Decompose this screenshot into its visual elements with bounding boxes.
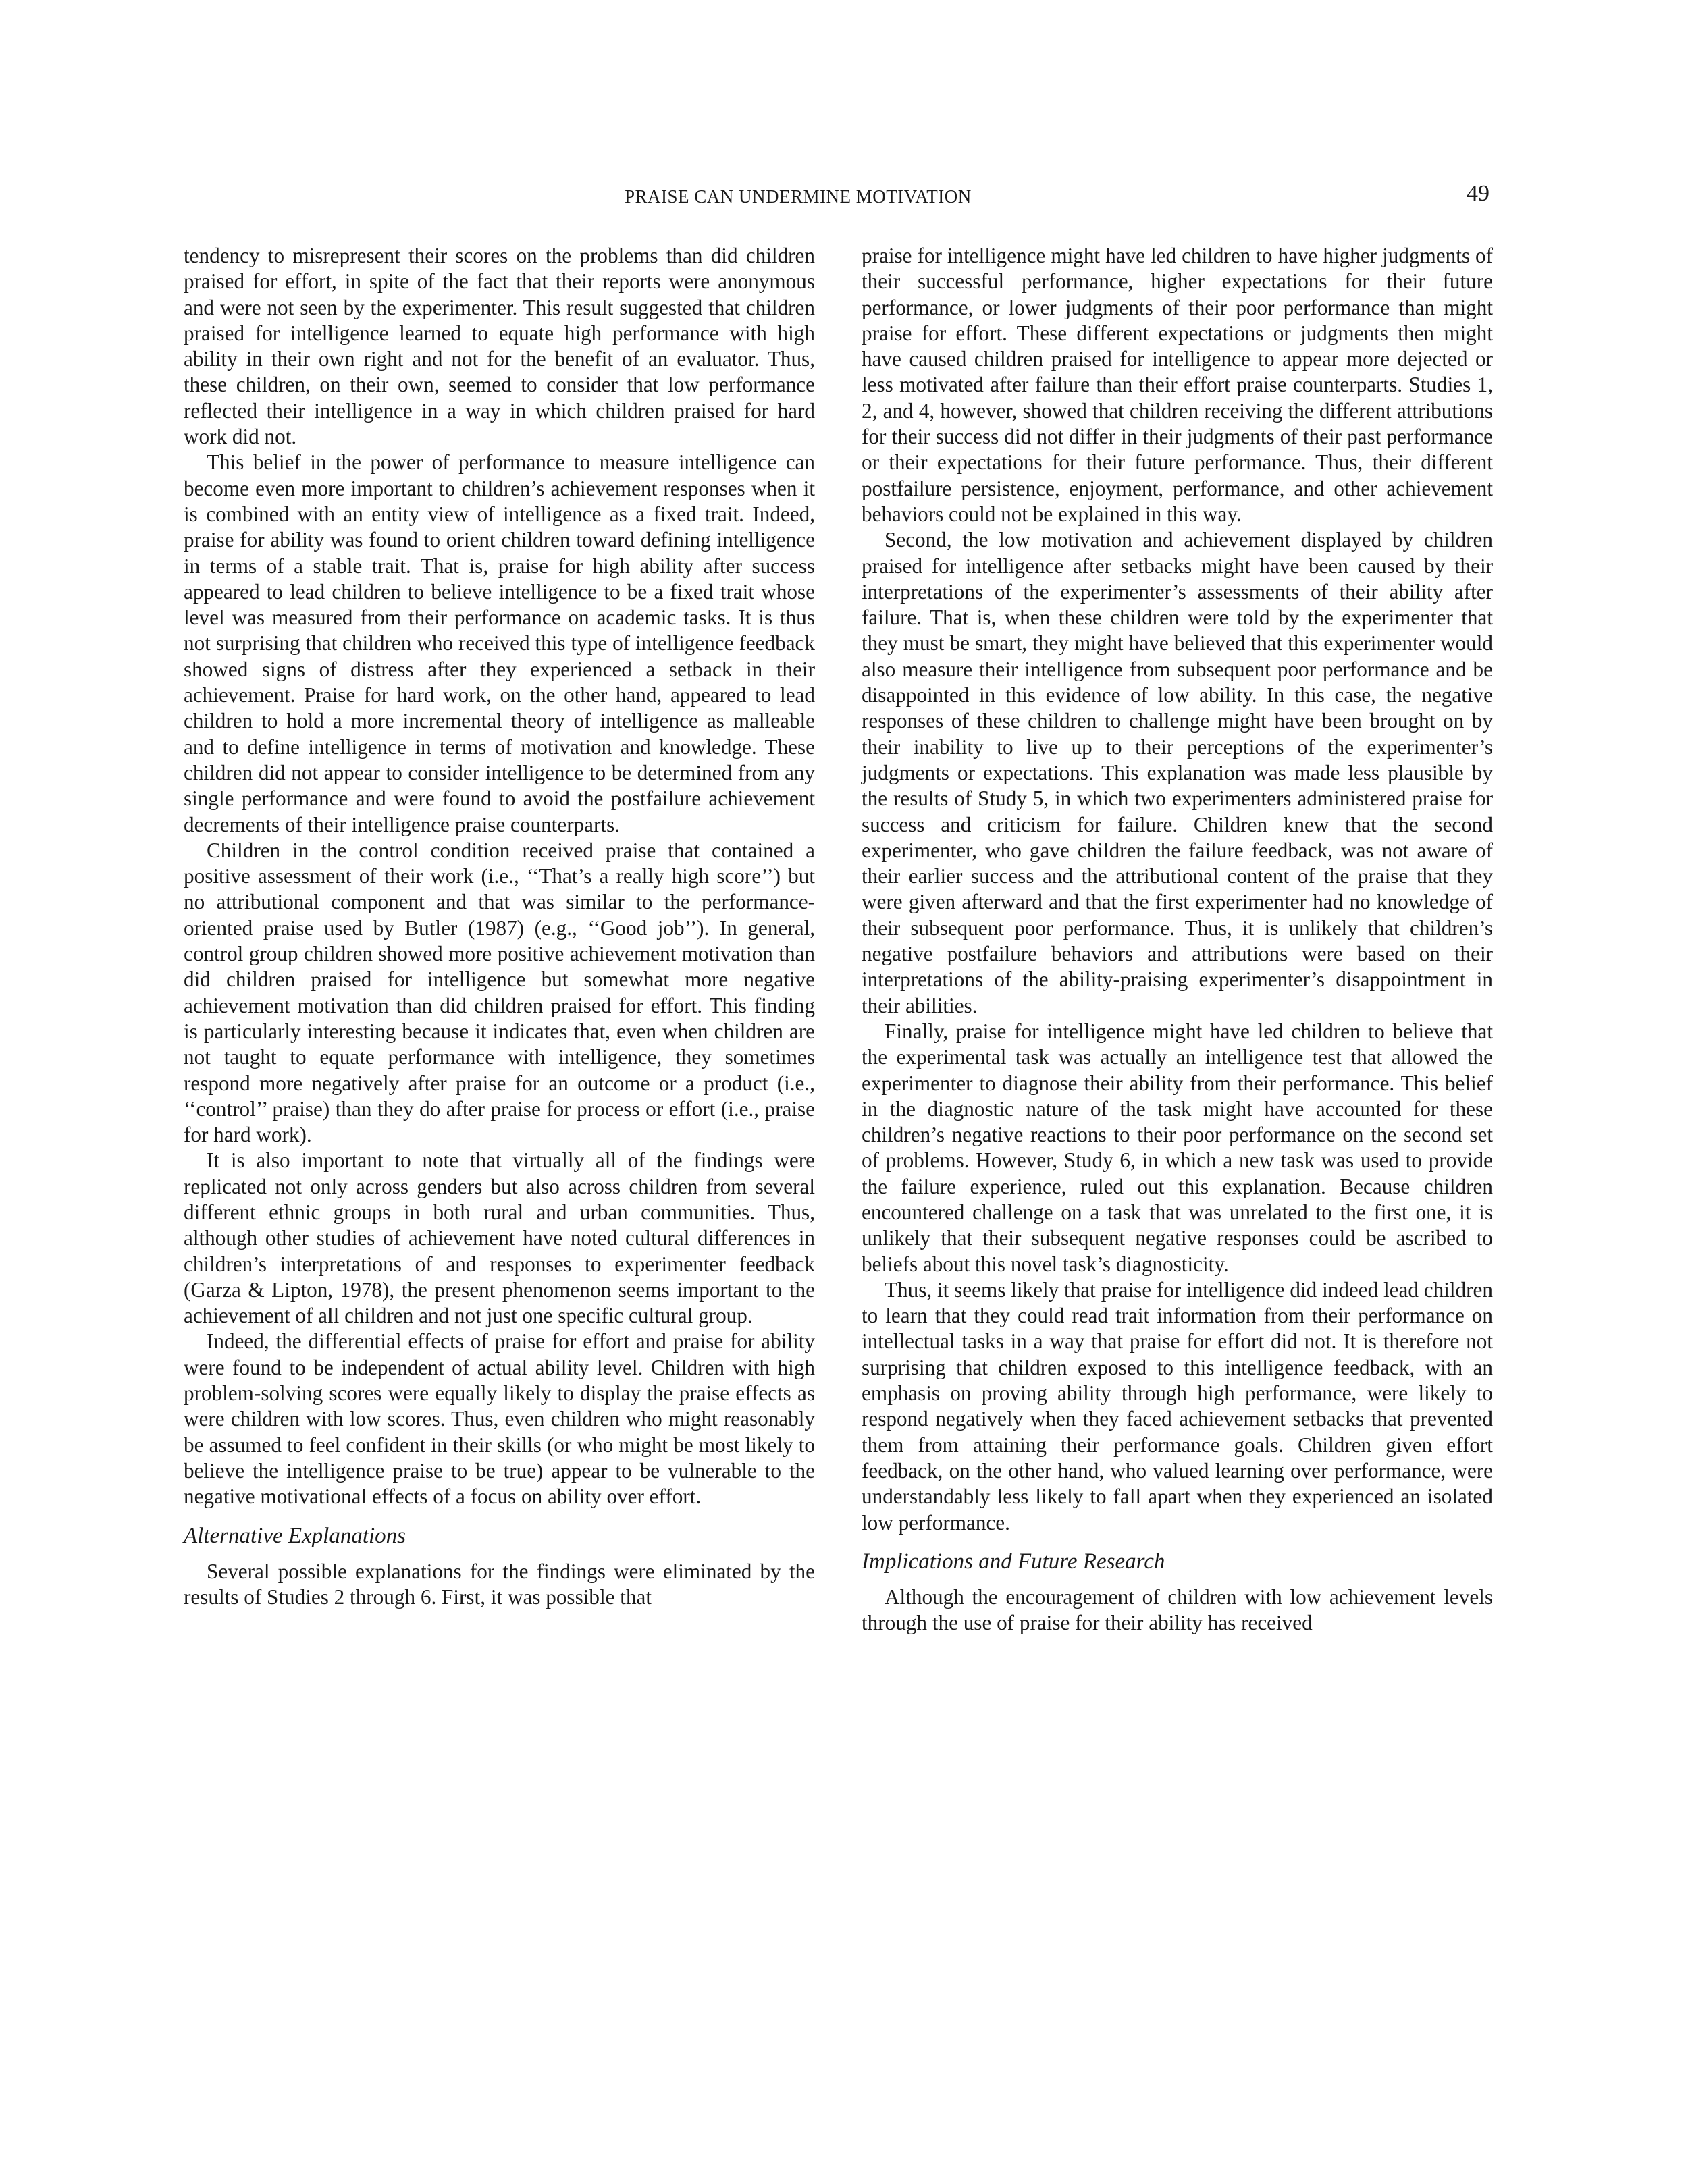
page-number: 49	[1467, 181, 1489, 206]
paragraph: Finally, praise for intelligence might have led children to believe that the experimental task was actually an intelligence test that allowed the experimenter to diagnose their ability from their performance. This belief in the diagnostic nature of the task might have accounted for these children’s negative reactions to their poor performance on the second set of problems. However, Study 6, in which a new task was used to provide the failure experience, ruled out this explanation. Because children encountered challenge on a task that was unrelated to the first one, it is unlikely that their subsequent negative responses could be ascribed to beliefs about this novel task’s diagnosticity.	[862, 1019, 1493, 1276]
left-column	[184, 243, 815, 1610]
paragraph: Second, the low motivation and achievement displayed by children praised for intelligence after setbacks might have been caused by their interpretations of the experimenter’s assessments of their ability after failure. That is, when these children were told by the experimenter that they must be smart, they might have believed that this experimenter would also measure their intelligence from subsequent poor performance and be disappointed in this evidence of low ability. In this case, the negative responses of these children to challenge might have been brought on by their inability to live up to their perceptions of the experimenter’s judgments or expectations. This explanation was made less plausible by the results of Study 5, in which two experimenters administered praise for success and criticism for failure. Children knew that the second experimenter, who gave children the failure feedback, was not aware of their earlier success and the attributional content of the praise that they were given afterward and that the first experimenter had no knowledge of their subsequent poor performance. Thus, it is unlikely that children’s negative postfailure behaviors and attributions were based on their interpretations of the ability-praising experimenter’s disappointment in their abilities.	[862, 528, 1493, 1017]
section-heading: Implications and Future Research	[862, 1549, 1165, 1574]
paragraph: Children in the control condition received praise that contained a positive assessment of their work (i.e., ‘‘That’s a really high score’’) but no attributional component and that was similar to the performance-oriented praise used by Butler (1987) (e.g., ‘‘Good job’’). In general, control group children showed more positive achievement motivation than did children praised for intelligence but somewhat more negative achievement motivation than did children praised for effort. This finding is particularly interesting because it indicates that, even when children are not taught to equate performance with intelligence, they sometimes respond more negatively after praise for an outcome or a product (i.e., ‘‘control’’ praise) than they do after praise for process or effort (i.e., praise for hard work).	[184, 838, 815, 1147]
paragraph: This belief in the power of performance to measure intelligence can become even more important to children’s achievement responses when it is combined with an entity view of intelligence as a fixed trait. Indeed, praise for ability was found to orient children toward defining intelligence in terms of a stable trait. That is, praise for high ability after success appeared to lead children to believe intelligence to be a fixed trait whose level was measured from their performance on academic tasks. It is thus not surprising that children who received this type of intelligence feedback showed signs of distress after they experienced a setback in their achievement. Praise for hard work, on the other hand, appeared to lead children to hold a more incremental theory of intelligence as malleable and to define intelligence in terms of motivation and knowledge. These children did not appear to consider intelligence to be determined from any single performance and were found to avoid the postfailure achievement decrements of their intelligence praise counterparts.	[184, 450, 815, 836]
paragraph: tendency to misrepresent their scores on the problems than did children praised for effort, in spite of the fact that their reports were anonymous and were not seen by the experimenter. This result suggested that children praised for intelligence learned to equate high performance with high ability in their own right and not for the benefit of an evaluator. Thus, these children, on their own, seemed to consider that low performance reflected their intelligence in a way in which children praised for hard work did not.	[184, 244, 815, 449]
paragraph: Several possible explanations for the findings were eliminated by the results of Studies 2 through 6. First, it was possible that	[184, 1559, 815, 1609]
paragraph: praise for intelligence might have led children to have higher judgments of their successful performance, higher expectations for their future performance, or lower judgments of their poor performance than might praise for effort. These different expectations or judgments then might have caused children praised for intelligence to appear more dejected or less motivated after failure than their effort praise counterparts. Studies 1, 2, and 4, however, showed that children receiving the different attributions for their success did not differ in their judgments of their past performance or their expectations for their future performance. Thus, their different postfailure persistence, enjoyment, performance, and other achievement behaviors could not be explained in this way.	[862, 244, 1493, 526]
right-column	[862, 243, 1493, 1636]
paragraph: Although the encouragement of children with low achievement levels through the use of praise for their ability has received	[862, 1584, 1493, 1635]
section-heading: Alternative Explanations	[184, 1523, 406, 1548]
running-head: PRAISE CAN UNDERMINE MOTIVATION	[625, 186, 972, 207]
paragraph: It is also important to note that virtually all of the findings were replicated not only across genders but also across children from several different ethnic groups in both rural and urban communities. Thus, although other studies of achievement have noted cultural differences in children’s interpretations of and responses to experimenter feedback (Garza & Lipton, 1978), the present phenomenon seems important to the achievement of all children and not just one specific cultural group.	[184, 1148, 815, 1328]
paragraph: Thus, it seems likely that praise for intelligence did indeed lead children to learn that they could read trait information from their performance on intellectual tasks in a way that praise for effort did not. It is therefore not surprising that children exposed to this intelligence feedback, with an emphasis on proving ability through high performance, were likely to respond negatively when they faced achievement setbacks that prevented them from attaining their performance goals. Children given effort feedback, on the other hand, who valued learning over performance, were understandably less likely to fall apart when they experienced an isolated low performance.	[862, 1277, 1493, 1535]
paragraph: Indeed, the differential effects of praise for effort and praise for ability were found to be independent of actual ability level. Children with high problem-solving scores were equally likely to display the praise effects as were children with low scores. Thus, even children who might reasonably be assumed to feel confident in their skills (or who might be most likely to believe the intelligence praise to be true) appear to be vulnerable to the negative motivational effects of a focus on ability over effort.	[184, 1329, 815, 1509]
